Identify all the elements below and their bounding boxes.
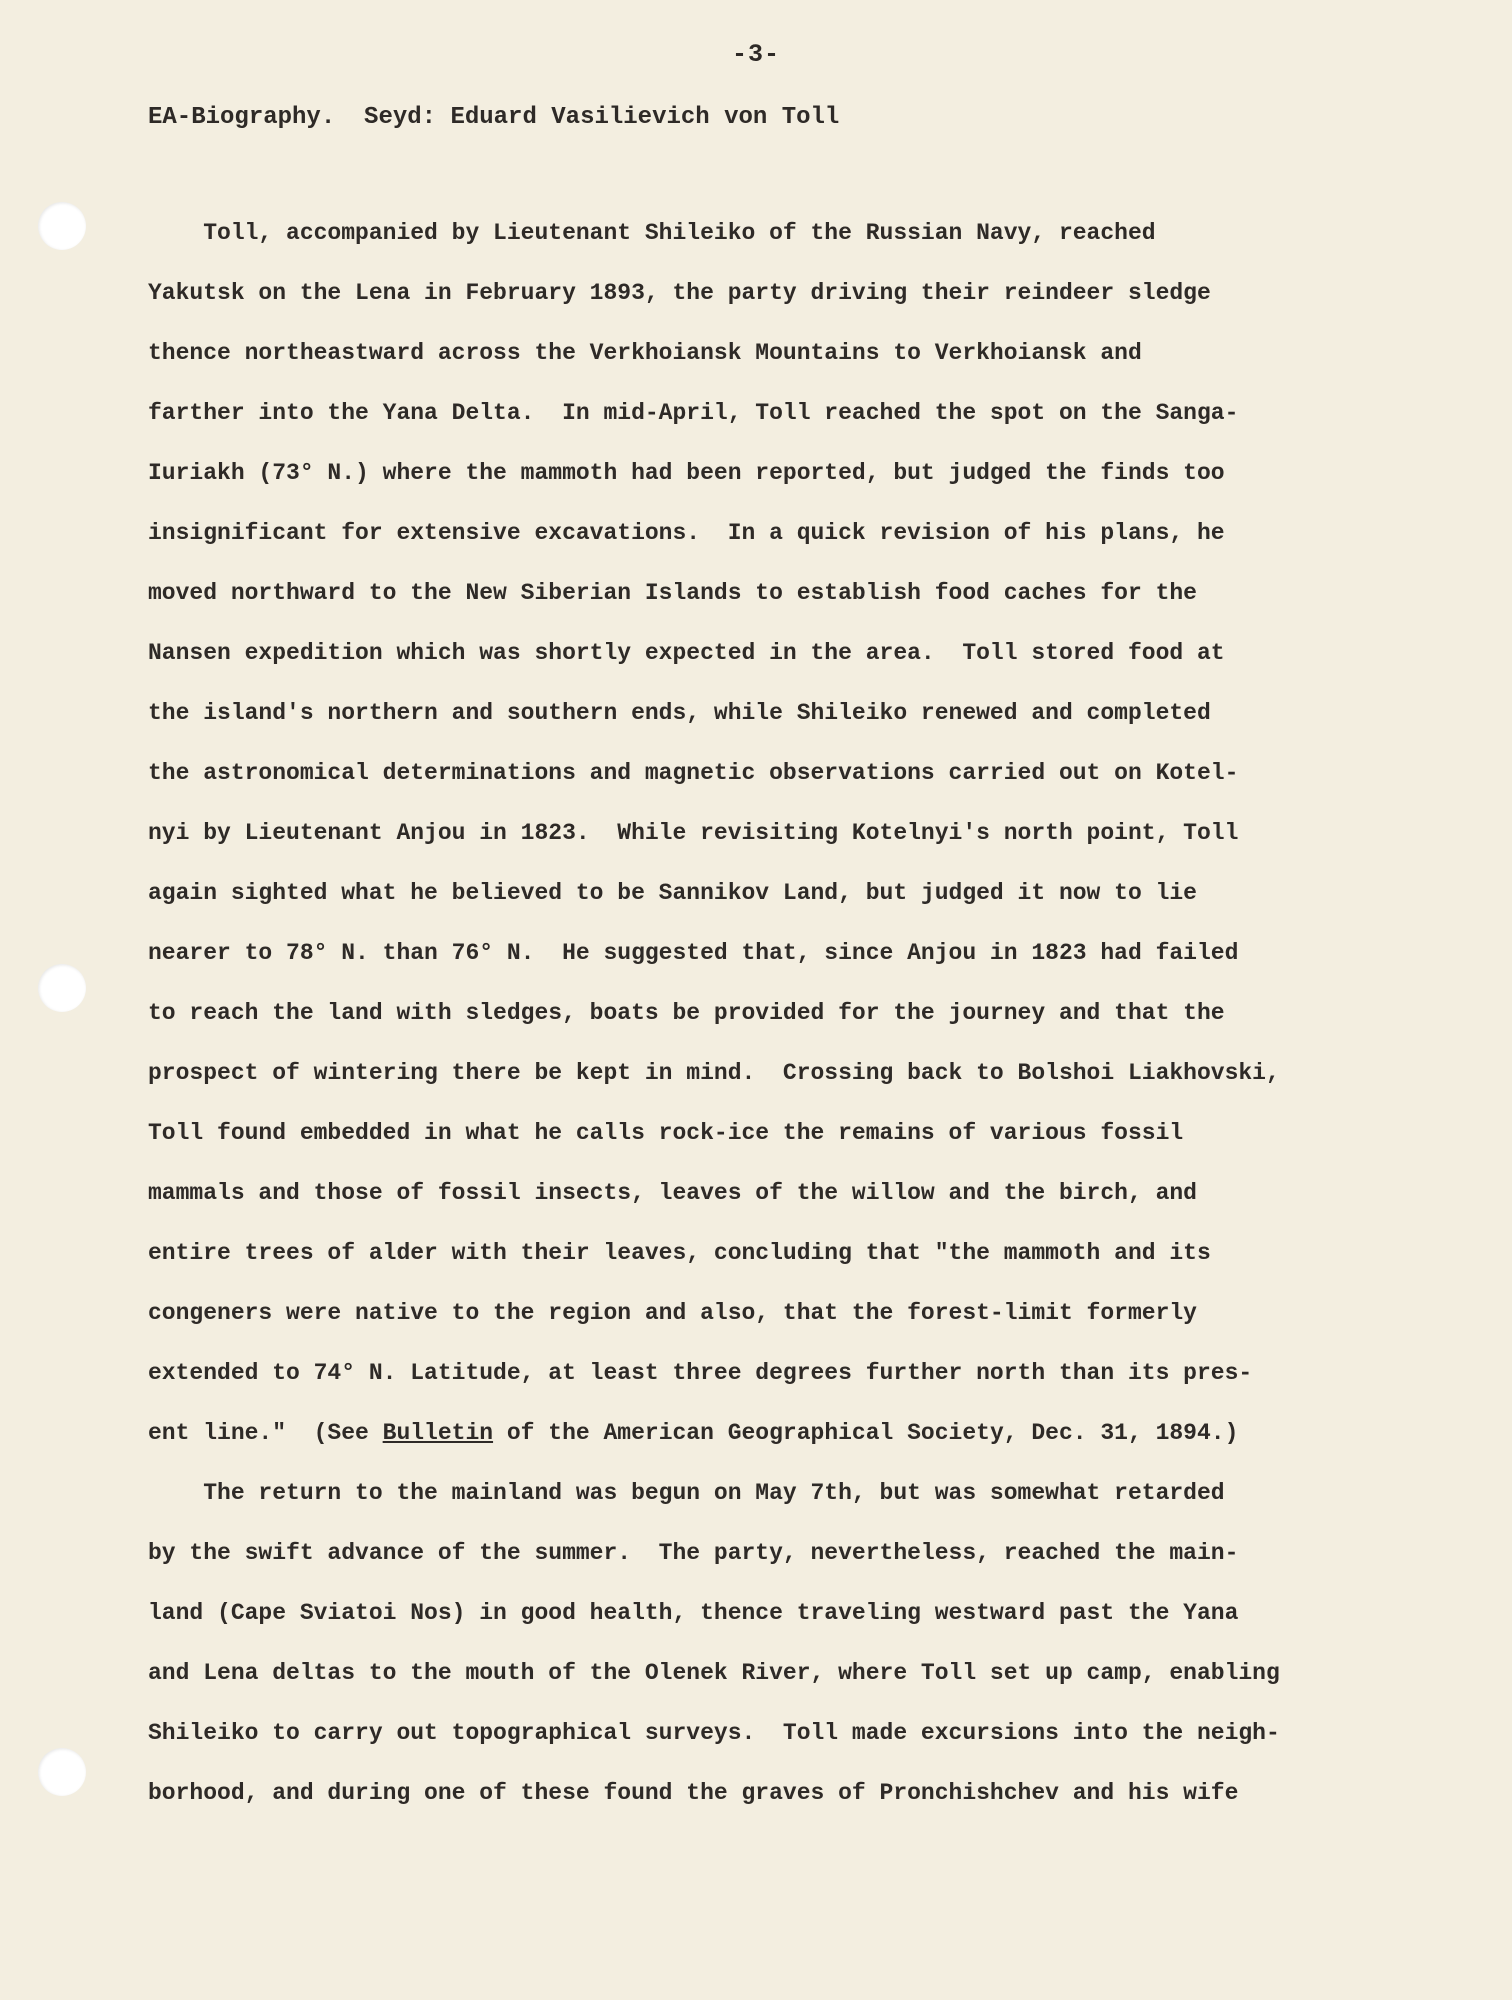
- punch-hole-top: [38, 202, 86, 250]
- body-line: to reach the land with sledges, boats be provided for the journey and that the: [148, 1000, 1225, 1026]
- body-line: Nansen expedition which was shortly expected in the area. Toll stored food at: [148, 640, 1225, 666]
- body-line: nyi by Lieutenant Anjou in 1823. While revisiting Kotelnyi's north point, Toll: [148, 820, 1239, 846]
- citation-suffix: of the American Geographical Society, Dec. 31, 1894.): [493, 1420, 1239, 1446]
- body-line: and Lena deltas to the mouth of the Olenek River, where Toll set up camp, enabling: [148, 1660, 1280, 1686]
- body-line: mammals and those of fossil insects, leaves of the willow and the birch, and: [148, 1180, 1197, 1206]
- body-line: land (Cape Sviatoi Nos) in good health, thence traveling westward past the Yana: [148, 1600, 1239, 1626]
- body-line: Yakutsk on the Lena in February 1893, the party driving their reindeer sledge: [148, 280, 1211, 306]
- body-line: farther into the Yana Delta. In mid-April, Toll reached the spot on the Sanga-: [148, 400, 1239, 426]
- body-line: the astronomical determinations and magnetic observations carried out on Kotel-: [148, 760, 1239, 786]
- body-line: prospect of wintering there be kept in mind. Crossing back to Bolshoi Liakhovski,: [148, 1060, 1280, 1086]
- body-line: borhood, and during one of these found the graves of Pronchishchev and his wife: [148, 1780, 1239, 1806]
- body-line: Toll, accompanied by Lieutenant Shileiko of the Russian Navy, reached: [148, 220, 1156, 246]
- body-line: The return to the mainland was begun on May 7th, but was somewhat retarded: [148, 1480, 1225, 1506]
- body-line: thence northeastward across the Verkhoiansk Mountains to Verkhoiansk and: [148, 340, 1142, 366]
- body-line: again sighted what he believed to be Sannikov Land, but judged it now to lie: [148, 880, 1197, 906]
- body-line: insignificant for extensive excavations. In a quick revision of his plans, he: [148, 520, 1225, 546]
- body-line: extended to 74° N. Latitude, at least three degrees further north than its pres-: [148, 1360, 1253, 1386]
- bulletin-underlined-title: Bulletin: [382, 1420, 494, 1446]
- punch-hole-bottom: [38, 1748, 86, 1796]
- body-line: by the swift advance of the summer. The party, nevertheless, reached the main-: [148, 1540, 1239, 1566]
- body-line: nearer to 78° N. than 76° N. He suggested that, since Anjou in 1823 had failed: [148, 940, 1239, 966]
- document-header: EA-Biography. Seyd: Eduard Vasilievich von Toll: [148, 104, 840, 131]
- body-line-citation: [148, 1418, 1238, 1448]
- page-number: -3-: [731, 40, 780, 69]
- body-line: Toll found embedded in what he calls rock-ice the remains of various fossil: [148, 1120, 1184, 1146]
- body-line: congeners were native to the region and also, that the forest-limit formerly: [148, 1300, 1197, 1326]
- punch-hole-middle: [38, 964, 86, 1012]
- body-line: Shileiko to carry out topographical surveys. Toll made excursions into the neigh-: [148, 1720, 1280, 1746]
- body-line: entire trees of alder with their leaves, concluding that "the mammoth and its: [148, 1240, 1211, 1266]
- citation-prefix: ent line." (See: [148, 1420, 383, 1446]
- body-line: moved northward to the New Siberian Islands to establish food caches for the: [148, 580, 1197, 606]
- body-line: Iuriakh (73° N.) where the mammoth had been reported, but judged the finds too: [148, 460, 1225, 486]
- body-line: the island's northern and southern ends, while Shileiko renewed and completed: [148, 700, 1211, 726]
